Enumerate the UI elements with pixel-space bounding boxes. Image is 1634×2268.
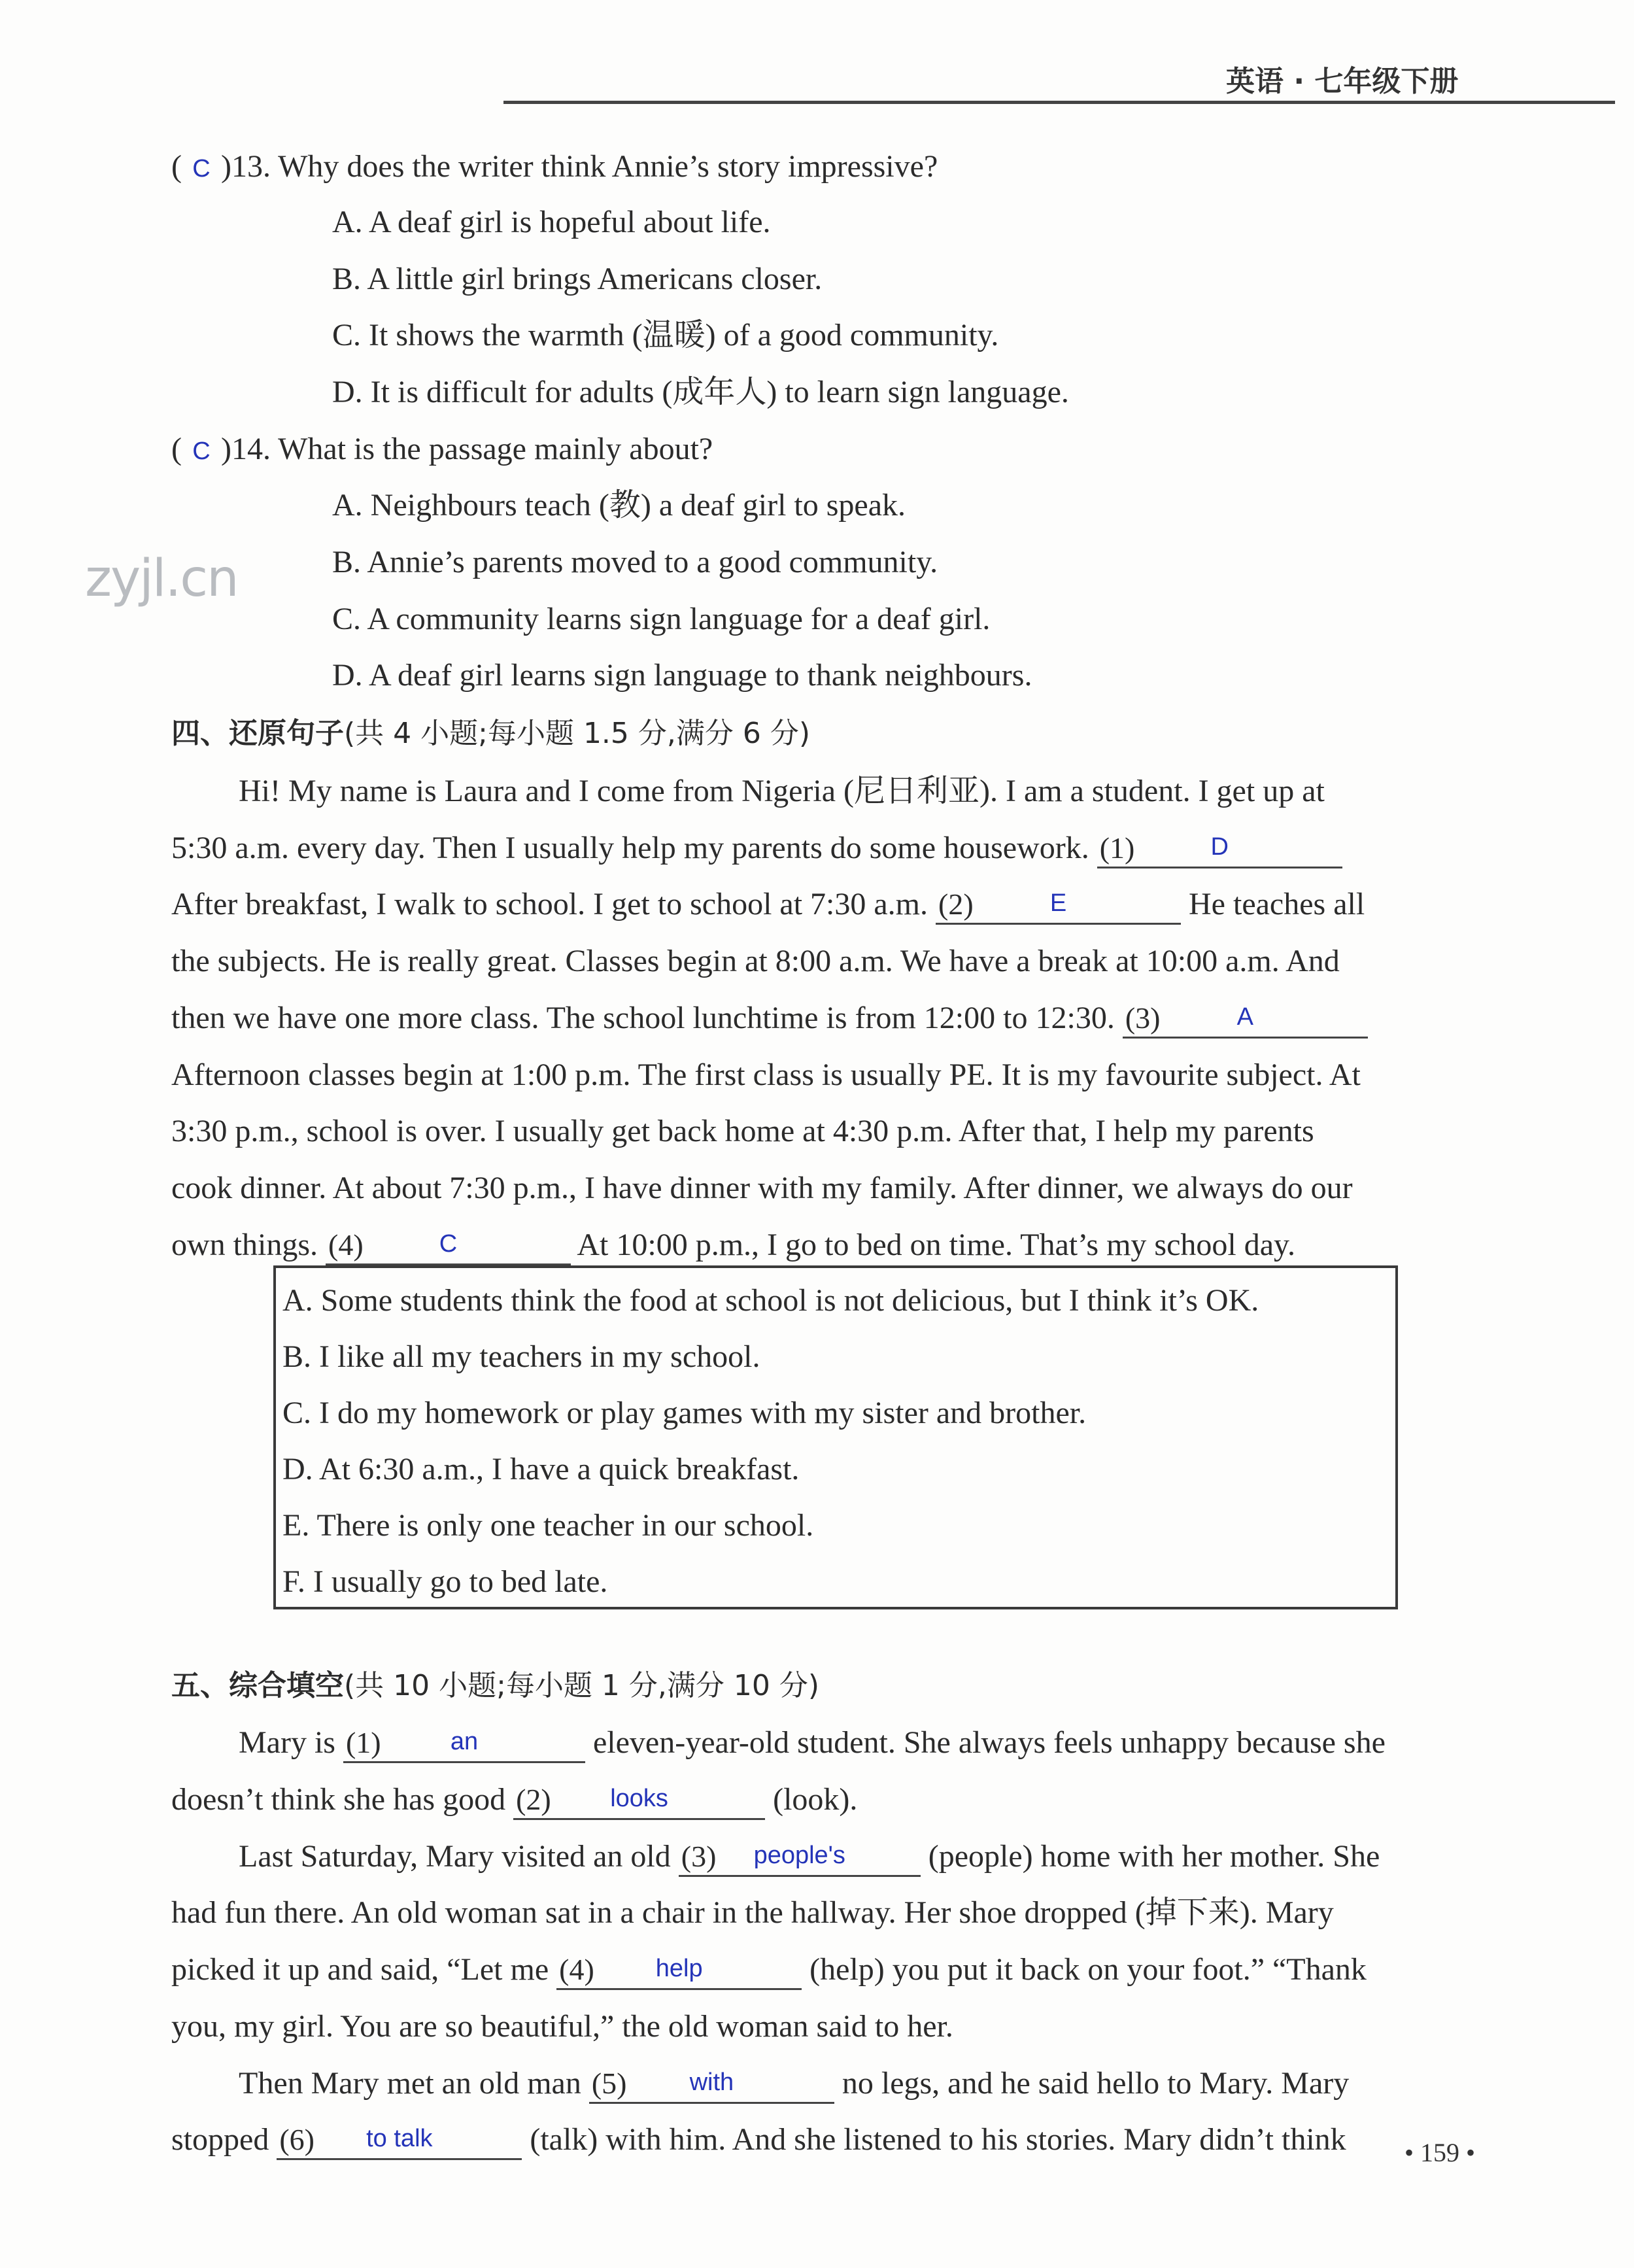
- s5-line-2: [171, 1780, 857, 1820]
- blank-number: (2): [516, 1783, 551, 1816]
- s4-line-5: [171, 999, 1368, 1039]
- section-5-title: 五、综合填空: [171, 1669, 344, 1702]
- page-number: • 159 •: [1404, 2138, 1476, 2167]
- blank-number: (3): [1125, 1001, 1161, 1035]
- question-14-option-b: B. Annie’s parents moved to a good community.: [332, 545, 938, 579]
- s4-text: He teaches all: [1189, 887, 1365, 921]
- blank-answer: to talk: [366, 2125, 433, 2152]
- blank-number: (4): [328, 1228, 364, 1262]
- blank-answer: looks: [610, 1785, 668, 1812]
- question-14-stem: )14. What is the passage mainly about?: [220, 432, 713, 466]
- s4-line-7: 3:30 p.m., school is over. I usually get back home at 4:30 p.m. After that, I help my parents: [171, 1114, 1314, 1148]
- s5-text: Last Saturday, Mary visited an old: [239, 1839, 671, 1874]
- s5-blank-2[interactable]: [513, 1781, 765, 1820]
- page-header-title: 英语 · 七年级下册: [1226, 65, 1459, 98]
- s5-line-3: [239, 1837, 1380, 1877]
- s5-text: eleven-year-old student. She always feels unhappy because she: [592, 1725, 1386, 1760]
- s5-line-8: [171, 2120, 1346, 2160]
- blank-number: (2): [938, 887, 974, 921]
- s5-line-4: had fun there. An old woman sat in a chair in the hallway. Her shoe dropped (掉下来). Mary: [171, 1895, 1334, 1930]
- option-d: D. At 6:30 a.m., I have a quick breakfast.: [282, 1452, 800, 1486]
- question-13-option-b: B. A little girl brings Americans closer.: [332, 262, 823, 296]
- question-13: [171, 147, 938, 188]
- s5-text: picked it up and said, “Let me: [171, 1952, 549, 1987]
- s4-line-1: Hi! My name is Laura and I come from Nigeria (尼日利亚). I am a student. I get up at: [239, 774, 1325, 808]
- question-14-option-c: C. A community learns sign language for a deaf girl.: [332, 602, 991, 636]
- blank-answer: an: [450, 1728, 479, 1755]
- s5-text: no legs, and he said hello to Mary. Mary: [842, 2066, 1350, 2101]
- s5-text: stopped: [171, 2122, 269, 2157]
- blank-number: (5): [591, 2067, 627, 2100]
- s4-blank-4[interactable]: [326, 1227, 571, 1265]
- option-b: B. I like all my teachers in my school.: [282, 1339, 760, 1374]
- s5-line-6: you, my girl. You are so beautiful,” the old woman said to her.: [171, 2009, 953, 2044]
- blank-number: (6): [279, 2123, 315, 2156]
- s4-line-9: [171, 1226, 1295, 1265]
- blank-answer: help: [655, 1955, 703, 1982]
- option-c: C. I do my homework or play games with my sister and brother.: [282, 1396, 1087, 1430]
- s5-text: (help) you put it back on your foot.” “Thank: [809, 1952, 1367, 1987]
- s4-text: own things.: [171, 1228, 318, 1262]
- s5-text: (people) home with her mother. She: [928, 1839, 1380, 1874]
- question-14: [171, 430, 713, 471]
- s4-line-2: [171, 829, 1342, 868]
- blank-number: (3): [681, 1840, 717, 1873]
- question-13-option-c: C. It shows the warmth (温暖) of a good community.: [332, 318, 999, 352]
- header-rule: [503, 101, 1615, 104]
- section-5-note: (共 10 小题;每小题 1 分,满分 10 分): [344, 1669, 820, 1702]
- s4-line-4: the subjects. He is really great. Classes begin at 8:00 a.m. We have a break at 10:00 a.m. And: [171, 944, 1340, 978]
- s5-blank-1[interactable]: [343, 1725, 585, 1763]
- section-5-heading: [171, 1666, 819, 1706]
- option-e: E. There is only one teacher in our school.: [282, 1508, 814, 1543]
- s5-text: doesn’t think she has good: [171, 1782, 506, 1817]
- question-14-option-d: D. A deaf girl learns sign language to thank neighbours.: [332, 658, 1032, 693]
- question-13-answer: C: [192, 155, 211, 182]
- s4-text: At 10:00 p.m., I go to bed on time. That’s my school day.: [577, 1228, 1295, 1262]
- blank-number: (4): [559, 1953, 594, 1986]
- options-box: [273, 1265, 1398, 1609]
- blank-answer: A: [1236, 1003, 1253, 1031]
- s5-text: Then Mary met an old man: [239, 2066, 581, 2101]
- watermark: zyjl.cn: [85, 549, 238, 608]
- s5-blank-3[interactable]: [679, 1838, 921, 1877]
- section-4-heading: [171, 714, 810, 753]
- s5-blank-5[interactable]: [589, 2065, 834, 2104]
- blank-number: (1): [345, 1726, 381, 1759]
- paren-open: (: [171, 149, 182, 184]
- section-4-title: 四、还原句子: [171, 717, 344, 750]
- s5-blank-6[interactable]: [277, 2122, 522, 2160]
- s5-text: Mary is: [239, 1725, 335, 1760]
- question-13-stem: )13. Why does the writer think Annie’s story impressive?: [220, 149, 938, 184]
- s4-blank-1[interactable]: [1097, 830, 1342, 868]
- blank-answer: people's: [753, 1842, 845, 1869]
- s4-line-8: cook dinner. At about 7:30 p.m., I have dinner with my family. After dinner, we always do our: [171, 1171, 1353, 1205]
- question-14-option-a: A. Neighbours teach (教) a deaf girl to speak.: [332, 488, 906, 523]
- s4-blank-2[interactable]: [936, 886, 1181, 925]
- blank-answer: with: [689, 2069, 734, 2096]
- s4-line-3: [171, 885, 1365, 925]
- s4-text: 5:30 a.m. every day. Then I usually help my parents do some housework.: [171, 831, 1089, 865]
- question-14-answer: C: [192, 438, 211, 465]
- s5-text: (talk) with him. And she listened to his stories. Mary didn’t think: [530, 2122, 1346, 2157]
- question-13-option-a: A. A deaf girl is hopeful about life.: [332, 205, 771, 239]
- s5-line-1: [239, 1723, 1386, 1763]
- s5-line-5: [171, 1950, 1367, 1990]
- blank-answer: D: [1210, 833, 1229, 861]
- s5-blank-4[interactable]: [556, 1951, 802, 1990]
- paren-open: (: [171, 432, 182, 466]
- blank-answer: C: [439, 1230, 458, 1258]
- s4-line-6: Afternoon classes begin at 1:00 p.m. The first class is usually PE. It is my favourite subject. At: [171, 1057, 1361, 1092]
- s4-blank-3[interactable]: [1123, 1000, 1368, 1039]
- s4-text: After breakfast, I walk to school. I get to school at 7:30 a.m.: [171, 887, 928, 921]
- option-f: F. I usually go to bed late.: [282, 1564, 608, 1599]
- option-a: A. Some students think the food at school is not delicious, but I think it’s OK.: [282, 1283, 1259, 1318]
- s5-text: (look).: [773, 1782, 858, 1817]
- blank-answer: E: [1049, 889, 1067, 917]
- section-4-note: (共 4 小题;每小题 1.5 分,满分 6 分): [344, 717, 811, 750]
- blank-number: (1): [1099, 831, 1135, 865]
- s4-text: then we have one more class. The school lunchtime is from 12:00 to 12:30.: [171, 1001, 1115, 1035]
- s5-line-7: [239, 2064, 1349, 2104]
- question-13-option-d: D. It is difficult for adults (成年人) to learn sign language.: [332, 375, 1069, 409]
